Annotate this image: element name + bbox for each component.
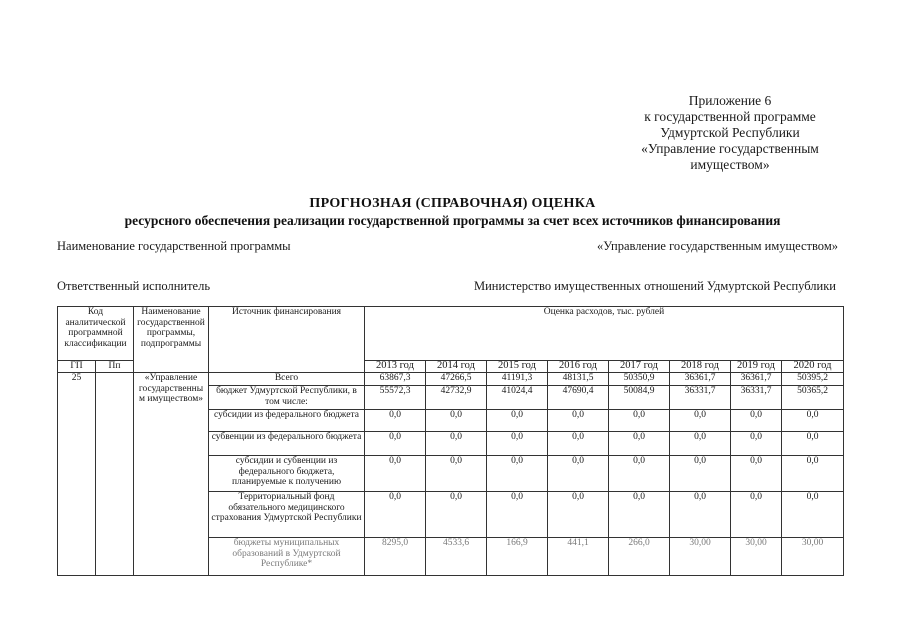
amount-cell: 0,0 <box>731 456 782 492</box>
amount-cell: 0,0 <box>670 432 731 456</box>
amount-cell: 42732,9 <box>426 386 487 410</box>
amount-cell: 0,0 <box>609 432 670 456</box>
amount-cell: 30,00 <box>731 538 782 576</box>
amount-cell: 0,0 <box>731 432 782 456</box>
amount-cell: 0,0 <box>365 456 426 492</box>
funding-source: субсидии из федерального бюджета <box>209 410 365 432</box>
amount-cell: 0,0 <box>426 432 487 456</box>
amount-cell: 0,0 <box>731 410 782 432</box>
amount-cell: 0,0 <box>670 456 731 492</box>
document-subtitle: ресурсного обеспечения реализации государственной программы за счет всех источников финансирования <box>124 213 781 228</box>
page-crop <box>0 592 905 640</box>
amount-cell: 0,0 <box>487 410 548 432</box>
amount-cell: 0,0 <box>670 410 731 432</box>
amount-cell: 0,0 <box>670 492 731 538</box>
amount-cell: 50350,9 <box>609 373 670 386</box>
year-header: 2015 год <box>487 361 548 373</box>
amount-cell: 4533,6 <box>426 538 487 576</box>
amount-cell: 48131,5 <box>548 373 609 386</box>
amount-cell: 0,0 <box>548 456 609 492</box>
amount-cell: 0,0 <box>609 456 670 492</box>
amount-cell: 8295,0 <box>365 538 426 576</box>
year-header: 2018 год <box>670 361 731 373</box>
amount-cell: 0,0 <box>487 432 548 456</box>
amount-cell: 47266,5 <box>426 373 487 386</box>
funding-source: бюджет Удмуртской Республики, в том числе: <box>209 386 365 410</box>
year-header: 2016 год <box>548 361 609 373</box>
amount-cell: 0,0 <box>609 492 670 538</box>
amount-cell: 0,0 <box>782 456 844 492</box>
amount-cell: 0,0 <box>426 492 487 538</box>
amount-cell: 55572,3 <box>365 386 426 410</box>
amount-cell: 0,0 <box>548 410 609 432</box>
amount-cell: 30,00 <box>670 538 731 576</box>
header-pp: Пп <box>96 361 134 373</box>
document-title: ПРОГНОЗНАЯ (СПРАВОЧНАЯ) ОЦЕНКА <box>309 196 596 211</box>
executor-label: Ответственный исполнитель <box>57 279 211 293</box>
amount-cell: 0,0 <box>487 456 548 492</box>
amount-cell: 36331,7 <box>731 386 782 410</box>
year-header: 2017 год <box>609 361 670 373</box>
amount-cell: 0,0 <box>548 432 609 456</box>
amount-cell: 50084,9 <box>609 386 670 410</box>
amount-cell: 0,0 <box>365 410 426 432</box>
amount-cell: 0,0 <box>487 492 548 538</box>
header-gp: ГП <box>58 361 96 373</box>
appendix-line: к государственной программе <box>644 109 816 124</box>
amount-cell: 0,0 <box>731 492 782 538</box>
amount-cell: 36361,7 <box>731 373 782 386</box>
funding-source: Территориальный фонд обязательного медицинского страхования Удмуртской Республики <box>209 492 365 538</box>
amount-cell: 0,0 <box>782 492 844 538</box>
executor-value: Министерство имущественных отношений Удмуртской Республики <box>474 279 836 293</box>
amount-cell: 0,0 <box>548 492 609 538</box>
year-header: 2014 год <box>426 361 487 373</box>
amount-cell: 0,0 <box>365 492 426 538</box>
funding-source: Всего <box>209 373 365 386</box>
appendix-line: Удмуртской Республики <box>660 125 800 140</box>
amount-cell: 47690,4 <box>548 386 609 410</box>
program-name-cell: «Управление государственны м имуществом» <box>134 373 209 576</box>
amount-cell: 0,0 <box>426 456 487 492</box>
header-estimate: Оценка расходов, тыс. рублей <box>365 307 844 361</box>
amount-cell: 50395,2 <box>782 373 844 386</box>
amount-cell: 41191,3 <box>487 373 548 386</box>
funding-source: субвенции из федерального бюджета <box>209 432 365 456</box>
header-source: Источник финансирования <box>209 307 365 373</box>
year-header: 2013 год <box>365 361 426 373</box>
funding-source: бюджеты муниципальных образований в Удмуртской Республике* <box>209 538 365 576</box>
appendix-line: Приложение 6 <box>688 93 772 108</box>
amount-cell: 50365,2 <box>782 386 844 410</box>
header-program-name: Наименование государственной программы, подпрограммы <box>134 307 209 373</box>
appendix-line: имуществом» <box>690 157 770 172</box>
amount-cell: 166,9 <box>487 538 548 576</box>
funding-source: субсидии и субвенции из федерального бюджета, планируемые к получению <box>209 456 365 492</box>
amount-cell: 0,0 <box>365 432 426 456</box>
program-label: Наименование государственной программы <box>57 239 291 253</box>
amount-cell: 0,0 <box>782 432 844 456</box>
program-value: «Управление государственным имуществом» <box>597 239 838 253</box>
appendix-note <box>560 93 900 173</box>
amount-cell: 41024,4 <box>487 386 548 410</box>
pp-code <box>96 373 134 576</box>
appendix-line: «Управление государственным <box>641 141 819 156</box>
amount-cell: 441,1 <box>548 538 609 576</box>
amount-cell: 63867,3 <box>365 373 426 386</box>
amount-cell: 36331,7 <box>670 386 731 410</box>
amount-cell: 30,00 <box>782 538 844 576</box>
header-code: Код аналитической программной классификации <box>58 307 134 361</box>
amount-cell: 0,0 <box>426 410 487 432</box>
amount-cell: 36361,7 <box>670 373 731 386</box>
amount-cell: 0,0 <box>782 410 844 432</box>
resource-table <box>57 306 844 576</box>
gp-code: 25 <box>58 373 96 576</box>
amount-cell: 266,0 <box>609 538 670 576</box>
amount-cell: 0,0 <box>609 410 670 432</box>
year-header: 2019 год <box>731 361 782 373</box>
year-header: 2020 год <box>782 361 844 373</box>
